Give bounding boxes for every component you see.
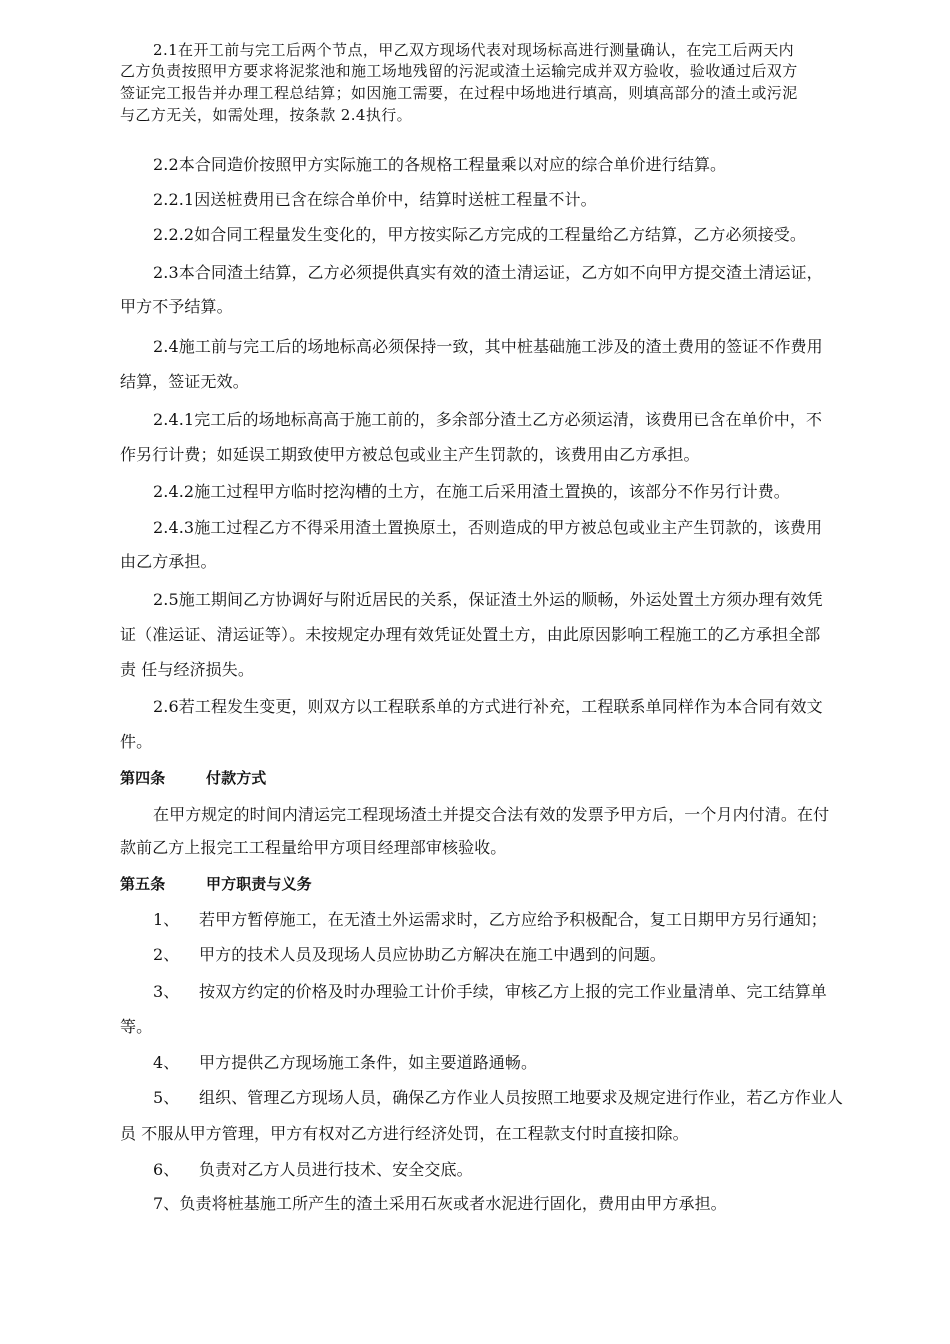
clause-2-5-line-3: 责 任与经济损失。 <box>120 660 254 679</box>
item-number: 2、 <box>153 945 180 964</box>
article-5-item-3 <box>153 982 890 1002</box>
clause-2-5-line-2: 证（准运证、清运证等）。未按规定办理有效凭证处置土方，由此原因影响工程施工的乙方承担全部 <box>120 625 821 644</box>
clause-2-4-1-line-1: 2.4.1完工后的场地标高高于施工前的，多余部分渣土乙方必须运清，该费用已含在单价中，不 <box>153 410 823 429</box>
article-4-title: 付款方式 <box>206 769 267 787</box>
item-number: 6、 <box>153 1160 180 1179</box>
clause-2-4-line-2: 结算，签证无效。 <box>120 372 249 391</box>
clause-2-3-line-1: 2.3本合同渣土结算，乙方必须提供真实有效的渣土清运证，乙方如不向甲方提交渣土清运证， <box>153 263 823 282</box>
article-4-heading <box>120 768 890 788</box>
clause-2-1-line-4: 与乙方无关，如需处理，按条款 2.4执行。 <box>120 106 413 124</box>
article-5-item-1 <box>153 910 890 930</box>
clause-2-2: 2.2本合同造价按照甲方实际施工的各规格工程量乘以对应的综合单价进行结算。 <box>153 155 727 174</box>
clause-2-5-line-1: 2.5施工期间乙方协调好与附近居民的关系，保证渣土外运的顺畅，外运处置土方须办理有效凭 <box>153 590 823 609</box>
item-text: 组织、管理乙方现场人员，确保乙方作业人员按照工地要求及规定进行作业，若乙方作业人 <box>199 1088 844 1107</box>
item-number: 4、 <box>153 1053 180 1072</box>
clause-2-6-line-2: 件。 <box>120 732 153 751</box>
article-5-heading <box>120 874 890 894</box>
item-text: 甲方提供乙方现场施工条件，如主要道路通畅。 <box>199 1053 538 1072</box>
article-5-number: 第五条 <box>120 875 166 893</box>
article-5-title: 甲方职责与义务 <box>206 875 312 893</box>
article-5-item-3-line-2: 等。 <box>120 1017 153 1036</box>
item-number: 3、 <box>153 982 180 1001</box>
article-4-body-line-2: 款前乙方上报完工工程量给甲方项目经理部审核验收。 <box>120 838 507 857</box>
clause-2-2-2: 2.2.2如合同工程量发生变化的，甲方按实际乙方完成的工程量给乙方结算，乙方必须接受。 <box>153 225 807 244</box>
item-text: 按双方约定的价格及时办理验工计价手续，审核乙方上报的完工作业量清单、完工结算单 <box>199 982 827 1001</box>
clause-2-4-line-1: 2.4施工前与完工后的场地标高必须保持一致，其中桩基础施工涉及的渣土费用的签证不作费用 <box>153 337 823 356</box>
clause-2-4-3-line-1: 2.4.3施工过程乙方不得采用渣土置换原土，否则造成的甲方被总包或业主产生罚款的，该费用 <box>153 518 823 537</box>
clause-2-4-3-line-2: 由乙方承担。 <box>120 552 217 571</box>
article-4-number: 第四条 <box>120 769 166 787</box>
clause-2-6-line-1: 2.6若工程发生变更，则双方以工程联系单的方式进行补充，工程联系单同样作为本合同有效文 <box>153 697 823 716</box>
article-5-item-2 <box>153 945 890 965</box>
item-text: 若甲方暂停施工，在无渣土外运需求时，乙方应给予积极配合，复工日期甲方另行通知； <box>199 910 827 929</box>
item-number: 5、 <box>153 1088 180 1107</box>
item-text: 甲方的技术人员及现场人员应协助乙方解决在施工中遇到的问题。 <box>199 945 666 964</box>
clause-2-1-line-2: 乙方负责按照甲方要求将泥浆池和施工场地残留的污泥或渣土运输完成并双方验收，验收通过后双方 <box>120 62 798 80</box>
article-5-item-4 <box>153 1053 890 1073</box>
item-text: 负责对乙方人员进行技术、安全交底。 <box>199 1160 473 1179</box>
clause-2-4-2: 2.4.2施工过程甲方临时挖沟槽的土方，在施工后采用渣土置换的，该部分不作另行计费。 <box>153 482 790 501</box>
clause-2-1-line-1: 2.1在开工前与完工后两个节点，甲乙双方现场代表对现场标高进行测量确认，在完工后两天内 <box>153 41 795 59</box>
article-4-body-line-1: 在甲方规定的时间内清运完工程现场渣土并提交合法有效的发票予甲方后，一个月内付清。在付 <box>153 805 830 824</box>
article-5-item-5-line-2: 员 不服从甲方管理，甲方有权对乙方进行经济处罚，在工程款支付时直接扣除。 <box>120 1124 689 1143</box>
article-5-item-5 <box>153 1088 890 1108</box>
article-5-item-7: 7、负责将桩基施工所产生的渣土采用石灰或者水泥进行固化，费用由甲方承担。 <box>153 1194 727 1213</box>
clause-2-2-1: 2.2.1因送桩费用已含在综合单价中，结算时送桩工程量不计。 <box>153 190 597 209</box>
item-number: 1、 <box>153 910 180 929</box>
clause-2-1-line-3: 签证完工报告并办理工程总结算；如因施工需要，在过程中场地进行填高，则填高部分的渣土或污泥 <box>120 84 798 102</box>
clause-2-3-line-2: 甲方不予结算。 <box>120 297 233 316</box>
article-5-item-6 <box>153 1160 890 1180</box>
clause-2-4-1-line-2: 作另行计费；如延误工期致使甲方被总包或业主产生罚款的，该费用由乙方承担。 <box>120 445 700 464</box>
